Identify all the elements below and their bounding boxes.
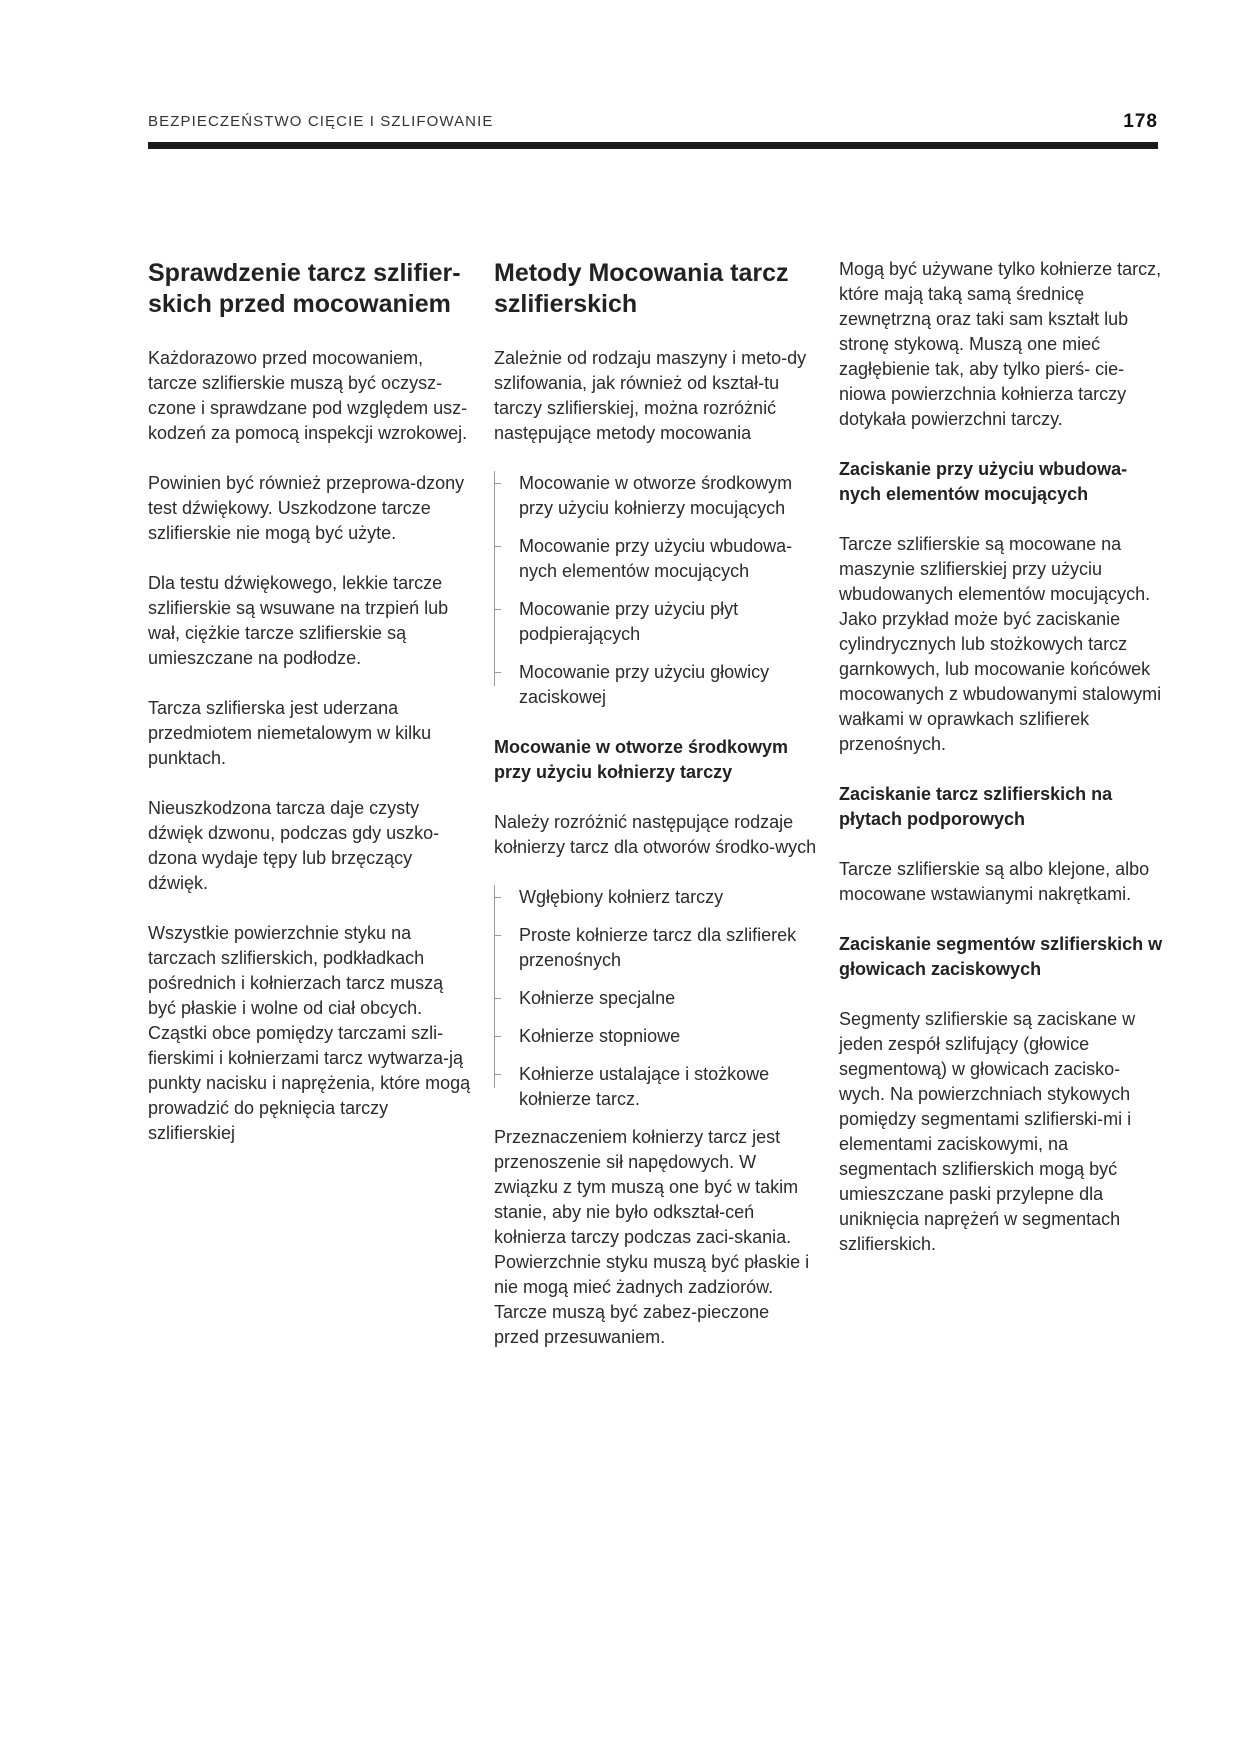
subheading-support-plates: Zaciskanie tarcz szlifierskich na płytach podporowych bbox=[839, 784, 1113, 829]
subheading-segment-clamping: Zaciskanie segmentów szlifierskich w głowicach zaciskowych bbox=[839, 934, 1163, 979]
subheading-built-in-clamping: Zaciskanie przy użyciu wbudowa-nych elementów mocujących bbox=[839, 459, 1128, 504]
paragraph: Zależnie od rodzaju maszyny i meto-dy szlifowania, jak również od kształ-tu tarczy szlifierskiej, można rozróżnić następujące metody mocowania bbox=[494, 348, 807, 443]
paragraph: Tarcze szlifierskie są mocowane na maszynie szlifierskiej przy użyciu wbudowanych elementów mocujących. Jako przykład może być zaciskanie cylindrycznych lub stożkowych tarcz garnkowych, lub mocowanie końcówek mocowanych z wbudowanymi stalowymi wałkami w oprawkach szlifierek przenośnych. bbox=[839, 534, 1162, 754]
page-header bbox=[148, 113, 1158, 133]
list-item: Mocowanie przy użyciu głowicy zaciskowej bbox=[494, 660, 819, 710]
paragraph: Tarcze szlifierskie są albo klejone, albo mocowane wstawianymi nakrętkami. bbox=[839, 859, 1150, 904]
paragraph: Należy rozróżnić następujące rodzaje kołnierzy tarcz dla otworów środko-wych bbox=[494, 812, 817, 857]
paragraph: Wszystkie powierzchnie styku na tarczach szlifierskich, podkładkach pośrednich i kołnierzach tarcz muszą być płaskie i wolne od ciał obcych. Cząstki obce pomiędzy tarczami szli-fierskimi i kołnierzami tarcz wytwarza-ją punkty nacisku i naprężenia, które mogą prowadzić do pęknięcia tarczy szlifierskiej bbox=[148, 923, 471, 1143]
section-heading-inspection: Sprawdzenie tarcz szlifier-skich przed mocowaniem bbox=[148, 259, 461, 318]
list-item: Wgłębiony kołnierz tarczy bbox=[494, 885, 819, 910]
paragraph: Powinien być również przeprowa-dzony test dźwiękowy. Uszkodzone tarcze szlifierskie nie mogą być użyte. bbox=[148, 473, 465, 543]
list-tick bbox=[494, 483, 501, 484]
paragraph: Tarcza szlifierska jest uderzana przedmiotem niemetalowym w kilku punktach. bbox=[148, 698, 432, 768]
list-tick bbox=[494, 935, 501, 936]
page-number: 178 bbox=[1123, 111, 1158, 132]
column-right bbox=[839, 257, 1164, 1282]
paragraph: Dla testu dźwiękowego, lekkie tarcze szlifierskie są wsuwane na trzpień lub wał, ciężkie tarcze szlifierskie są umieszczane na podłodze. bbox=[148, 573, 449, 668]
flange-types-list bbox=[494, 885, 819, 1112]
list-tick bbox=[494, 609, 501, 610]
header-rule bbox=[148, 142, 1158, 149]
list-item: Kołnierze stopniowe bbox=[494, 1024, 819, 1049]
list-tick bbox=[494, 1036, 501, 1037]
running-header-title: BEZPIECZEŃSTWO CIĘCIE I SZLIFOWANIE bbox=[148, 113, 494, 130]
paragraph: Nieuszkodzona tarcza daje czysty dźwięk dzwonu, podczas gdy uszko-dzona wydaje tępy lub brzęczący dźwięk. bbox=[148, 798, 440, 893]
list-tick bbox=[494, 897, 501, 898]
subheading-center-bore: Mocowanie w otworze środkowym przy użyciu kołnierzy tarczy bbox=[494, 737, 789, 782]
paragraph: Przeznaczeniem kołnierzy tarcz jest przenoszenie sił napędowych. W związku z tym muszą one być w takim stanie, aby nie było odkształ-ceń kołnierza tarczy podczas zaci-skania. Powierzchnie styku muszą być płaskie i nie mogą mieć żadnych zadziorów. Tarcze muszą być zabez-pieczone przed przesuwaniem. bbox=[494, 1127, 810, 1347]
section-heading-mounting-methods: Metody Mocowania tarcz szlifierskich bbox=[494, 259, 789, 318]
list-item: Mocowanie przy użyciu wbudowa-nych elementów mocujących bbox=[494, 534, 819, 584]
list-tick bbox=[494, 998, 501, 999]
list-tick bbox=[494, 672, 501, 673]
column-left bbox=[148, 258, 473, 1171]
mounting-methods-list bbox=[494, 471, 819, 710]
list-tick bbox=[494, 546, 501, 547]
list-tick bbox=[494, 1074, 501, 1075]
list-item: Mocowanie w otworze środkowym przy użyciu kołnierzy mocujących bbox=[494, 471, 819, 521]
list-item: Proste kołnierze tarcz dla szlifierek przenośnych bbox=[494, 923, 819, 973]
paragraph: Każdorazowo przed mocowaniem, tarcze szlifierskie muszą być oczysz-czone i sprawdzane pod względem usz- kodzeń za pomocą inspekcji wzrokowej. bbox=[148, 348, 468, 443]
list-item: Mocowanie przy użyciu płyt podpierających bbox=[494, 597, 819, 647]
paragraph: Segmenty szlifierskie są zaciskane w jeden zespół szlifujący (głowice segmentową) w głowicach zacisko-wych. Na powierzchniach stykowych pomiędzy segmentami szlifierski-mi i elementami zaciskowymi, na segmentach szlifierskich mogą być umieszczane paski przylepne dla uniknięcia naprężeń w segmentach szlifierskich. bbox=[839, 1009, 1136, 1254]
list-item: Kołnierze specjalne bbox=[494, 986, 819, 1011]
paragraph: Mogą być używane tylko kołnierze tarcz, które mają taką samą średnicę zewnętrzną oraz taki sam kształt lub stronę stykową. Muszą one mieć zagłębienie tak, aby tylko pierś- cie-niowa powierzchnia kołnierza tarczy dotykała powierzchni tarczy. bbox=[839, 259, 1162, 429]
list-item: Kołnierze ustalające i stożkowe kołnierze tarcz. bbox=[494, 1062, 819, 1112]
column-middle bbox=[494, 258, 819, 1375]
